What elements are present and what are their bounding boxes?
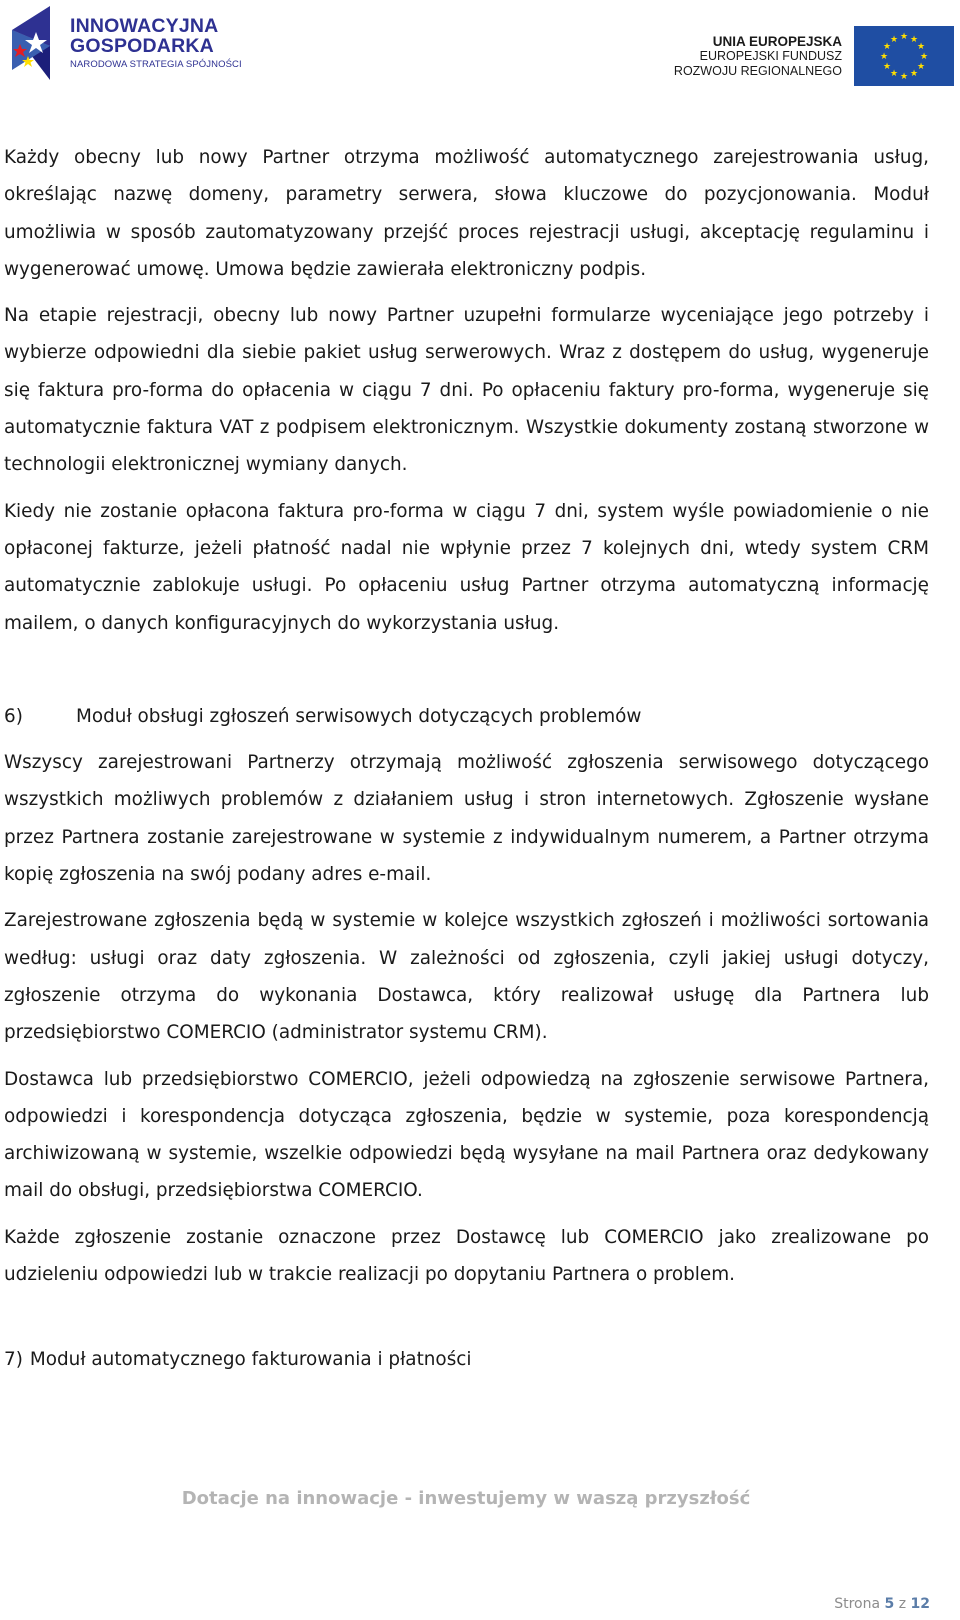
section-title-6: Moduł obsługi zgłoszeń serwisowych dotyczących problemów (76, 705, 642, 727)
footer-slogan: Dotacje na innowacje - inwestujemy w waszą przyszłość (181, 1488, 751, 1509)
page-label: Strona (834, 1596, 881, 1612)
section-number-7: 7) (4, 1349, 23, 1371)
svg-text:★: ★ (882, 42, 892, 52)
eu-logo (674, 26, 954, 86)
paragraph-request-completion: Każde zgłoszenie zostanie oznaczone przez Dostawcę lub COMERCIO jako zrealizowane po udzieleniu odpowiedzi lub w trakcie realizacji po dopytaniu Partnera o problem. (4, 1226, 929, 1286)
svg-text:★: ★ (882, 62, 892, 72)
svg-text:★: ★ (889, 35, 899, 45)
innowacyjna-gospodarka-logo (6, 4, 242, 82)
paragraph-supplier-response: Dostawca lub przedsiębiorstwo COMERCIO, jeżeli odpowiedzą na zgłoszenie serwisowe Partnera, odpowiedzi i korespondencja dotycząca zgłoszenia, będzie w systemie, poza korespondencją archiwizowaną w systemie, wszelkie odpowiedzi będą wysyłane na mail Partnera oraz dedykowany mail do obsługi, przedsiębiorstwa COMERCIO. (4, 1068, 929, 1202)
section-title-7: Moduł automatycznego fakturowania i płatności (29, 1349, 472, 1371)
paragraph-service-requests: Wszyscy zarejestrowani Partnerzy otrzymają możliwość zgłoszenia serwisowego dotyczącego wszystkich możliwych problemów z działaniem usług i stron internetowych. Zgłoszenie wysłane przez Partnera zostanie zarejestrowane w systemie z indywidualnym numerem, a Partner otrzyma kopię zgłoszenia na swój podany adres e-mail. (4, 752, 929, 886)
ig-emblem-icon (6, 4, 60, 82)
eu-logo-line1: UNIA EUROPEJSKA (712, 33, 842, 49)
paragraph-registration: Każdy obecny lub nowy Partner otrzyma możliwość automatycznego zarejestrowania usług, określając nazwę domeny, parametry serwera, słowa kluczowe do pozycjonowania. Moduł umożliwia w sposób zautomatyzowany przejść proces rejestracji usługi, akceptację regulaminu i wygenerować umowę. Umowa będzie zawierała elektroniczny podpis. (4, 147, 929, 280)
section-heading-6 (4, 698, 929, 735)
svg-text:★: ★ (919, 52, 929, 62)
svg-text:★: ★ (889, 69, 899, 79)
eu-logo-line3: ROZWOJU REGIONALNEGO (673, 63, 842, 78)
paragraph-unpaid-invoice: Kiedy nie zostanie opłacona faktura pro-forma w ciągu 7 dni, system wyśle powiadomienie o nie opłaconej fakturze, jeżeli płatność nadal nie wpłynie przez 7 kolejnych dni, wtedy system CRM automatycznie zablokuje usługi. Po opłaceniu usług Partner otrzyma automatyczną informację mailem, o danych konfiguracyjnych do wykorzystania usług. (4, 500, 929, 634)
ig-logo-line1: INNOWACYJNA (70, 14, 219, 37)
ig-logo-line3: NARODOWA STRATEGIA SPÓJNOŚCI (70, 58, 242, 70)
document-body (4, 139, 929, 1388)
ig-logo-line2: GOSPODARKA (70, 35, 214, 58)
eu-flag-icon (854, 26, 954, 86)
section-number-6: 6) (4, 705, 23, 727)
page-number (834, 1596, 930, 1612)
paragraph-request-queue: Zarejestrowane zgłoszenia będą w systemie w kolejce wszystkich zgłoszeń i możliwości sortowania według: usługi oraz daty zgłoszenia. W zależności od zgłoszenia, czyli jakiej usługi dotyczy, zgłoszenie otrzyma do wykonania Dostawca, który realizował usługę dla Partnera lub przedsiębiorstwo COMERCIO (administrator systemu CRM). (4, 910, 929, 1044)
section-heading-7 (4, 1341, 929, 1378)
svg-text:★: ★ (899, 72, 909, 82)
svg-text:★: ★ (909, 69, 919, 79)
svg-text:★: ★ (909, 35, 919, 45)
svg-text:★: ★ (899, 32, 909, 42)
svg-text:★: ★ (916, 42, 926, 52)
svg-text:★: ★ (879, 52, 889, 62)
svg-text:★: ★ (916, 62, 926, 72)
paragraph-registration-stage: Na etapie rejestracji, obecny lub nowy Partner uzupełni formularze wyceniające jego potrzeby i wybierze odpowiedni dla siebie pakiet usług serwerowych. Wraz z dostępem do usług, wygeneruje się faktura pro-forma do opłacenia w ciągu 7 dni. Po opłaceniu faktury pro-forma, wygeneruje się automatycznie faktura VAT z podpisem elektronicznym. Wszystkie dokumenty zostaną stworzone w technologii elektronicznej wymiany danych. (4, 305, 929, 476)
page-total: 12 (910, 1596, 930, 1612)
eu-logo-line2: EUROPEJSKI FUNDUSZ (699, 49, 842, 64)
page-separator: z (898, 1596, 907, 1612)
page-header (0, 0, 960, 100)
page-current: 5 (884, 1596, 895, 1612)
